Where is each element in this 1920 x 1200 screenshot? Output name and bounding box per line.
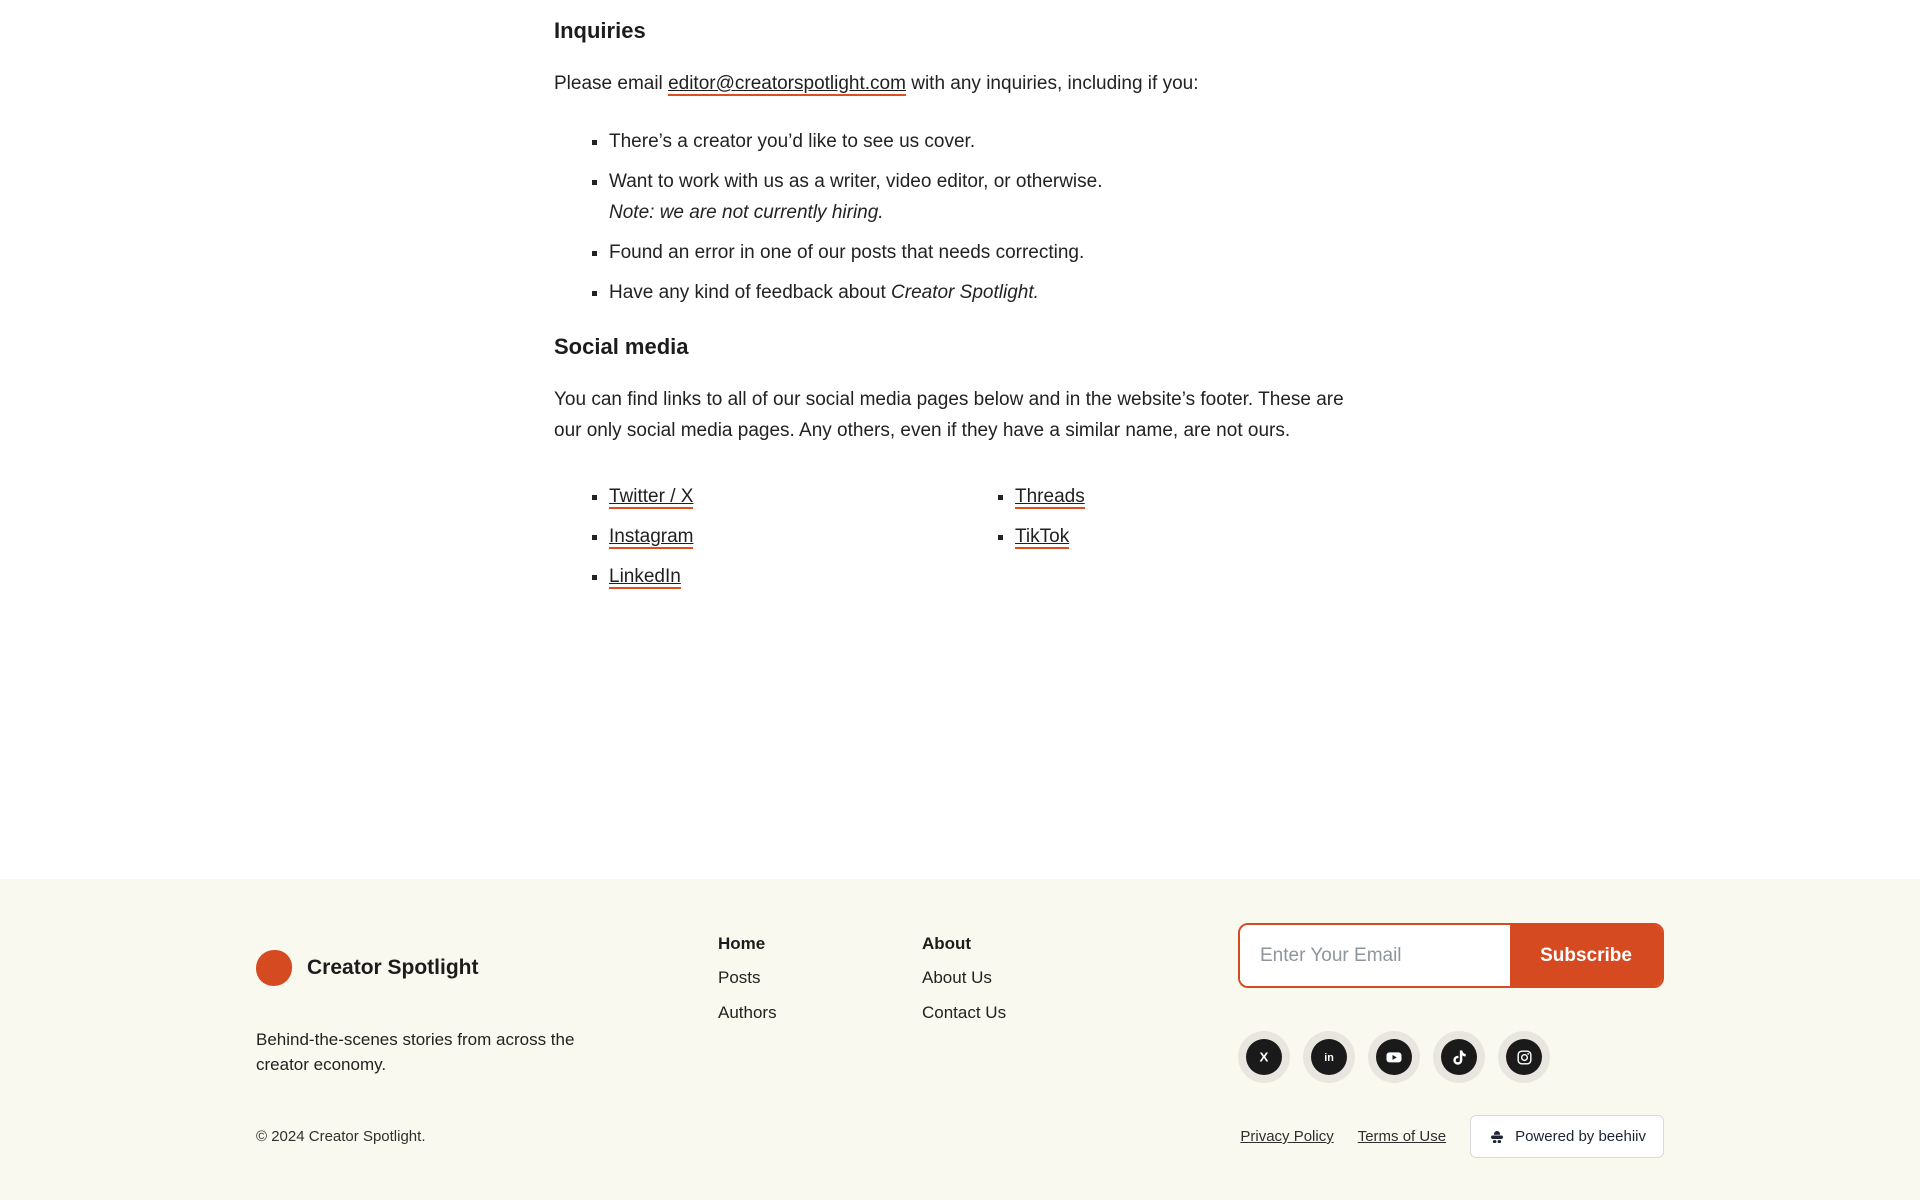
linkedin-icon[interactable] xyxy=(1303,1031,1355,1083)
site-footer xyxy=(0,879,1920,1200)
list-item xyxy=(609,481,960,512)
tiktok-icon-glyph xyxy=(1441,1039,1477,1075)
social-links-list xyxy=(554,473,1366,601)
svg-text:in: in xyxy=(1324,1052,1334,1065)
brand-tagline: Behind-the-scenes stories from across the creator economy. xyxy=(256,1030,575,1074)
youtube-icon-glyph xyxy=(1376,1039,1412,1075)
youtube-icon[interactable] xyxy=(1368,1031,1420,1083)
inquiries-heading: Inquiries xyxy=(554,18,646,43)
footer-link-authors[interactable]: Authors xyxy=(718,1003,777,1022)
subscribe-button[interactable]: Subscribe xyxy=(1510,925,1662,986)
intro-suffix: with any inquiries, including if you: xyxy=(905,73,1199,94)
social-media-paragraph: You can find links to all of our social media pages below and in the website’s footer. These are our only social media pages. Any others, even if they have a similar name, are not ours. xyxy=(554,389,1344,441)
list-item xyxy=(609,166,1366,228)
main-content xyxy=(554,0,1366,879)
linkedin-icon-glyph xyxy=(1311,1039,1347,1075)
privacy-policy-link[interactable]: Privacy Policy xyxy=(1240,1128,1334,1145)
beehiiv-icon xyxy=(1488,1128,1506,1146)
footer-nav-about xyxy=(922,934,1088,1038)
instagram-link[interactable]: Instagram xyxy=(609,526,694,547)
footer-subscribe-area xyxy=(1238,923,1664,1083)
email-link[interactable]: editor@creatorspotlight.com xyxy=(668,73,906,94)
social-links-col2 xyxy=(960,481,1366,601)
footer-link-about-us[interactable]: About Us xyxy=(922,968,992,987)
twitter-x-link[interactable]: Twitter / X xyxy=(609,486,694,507)
list-item xyxy=(609,126,1366,157)
linkedin-link[interactable]: LinkedIn xyxy=(609,566,681,587)
list-item-text: Want to work with us as a writer, video editor, or otherwise. xyxy=(609,171,1103,192)
intro-prefix: Please email xyxy=(554,73,669,94)
social-media-heading: Social media xyxy=(554,334,689,359)
svg-text:X: X xyxy=(1259,1049,1269,1065)
list-item xyxy=(609,561,960,592)
brand-name[interactable]: Creator Spotlight xyxy=(307,956,479,979)
list-item xyxy=(1015,521,1366,552)
footer-link-posts[interactable]: Posts xyxy=(718,968,761,987)
footer-link-contact-us[interactable]: Contact Us xyxy=(922,1003,1007,1022)
hiring-note: Note: we are not currently hiring. xyxy=(609,202,884,223)
inquiries-intro xyxy=(554,68,1366,99)
email-input[interactable] xyxy=(1240,925,1510,986)
powered-by-label: Powered by beehiiv xyxy=(1515,1128,1646,1145)
terms-of-use-link[interactable]: Terms of Use xyxy=(1357,1128,1447,1145)
tiktok-icon[interactable] xyxy=(1433,1031,1485,1083)
threads-link[interactable]: Threads xyxy=(1015,486,1085,507)
subscribe-form xyxy=(1238,923,1664,988)
list-item-text: Found an error in one of our posts that needs correcting. xyxy=(609,242,1085,263)
brand-name-italic: Creator Spotlight. xyxy=(891,282,1039,303)
list-item-text: Have any kind of feedback about xyxy=(609,282,892,303)
list-item xyxy=(1015,481,1366,512)
tiktok-link[interactable]: TikTok xyxy=(1015,526,1070,547)
list-item xyxy=(609,277,1366,308)
copyright-text: © 2024 Creator Spotlight. xyxy=(256,1128,426,1145)
footer-brand xyxy=(256,923,718,1077)
instagram-icon[interactable] xyxy=(1498,1031,1550,1083)
footer-legal xyxy=(1240,1115,1664,1158)
footer-nav-home xyxy=(718,934,884,1038)
x-icon[interactable] xyxy=(1238,1031,1290,1083)
instagram-icon-glyph xyxy=(1506,1039,1542,1075)
brand-logo[interactable] xyxy=(256,950,292,986)
list-item xyxy=(609,521,960,552)
nav-heading-about: About xyxy=(922,934,972,953)
x-icon-glyph xyxy=(1246,1039,1282,1075)
inquiries-list xyxy=(554,126,1366,308)
footer-social-icons xyxy=(1238,1031,1664,1083)
nav-heading-home: Home xyxy=(718,934,766,953)
powered-by-beehiiv-button[interactable] xyxy=(1470,1115,1664,1158)
list-item xyxy=(609,237,1366,268)
list-item-text: There’s a creator you’d like to see us cover. xyxy=(609,131,976,152)
social-links-col1 xyxy=(554,481,960,601)
